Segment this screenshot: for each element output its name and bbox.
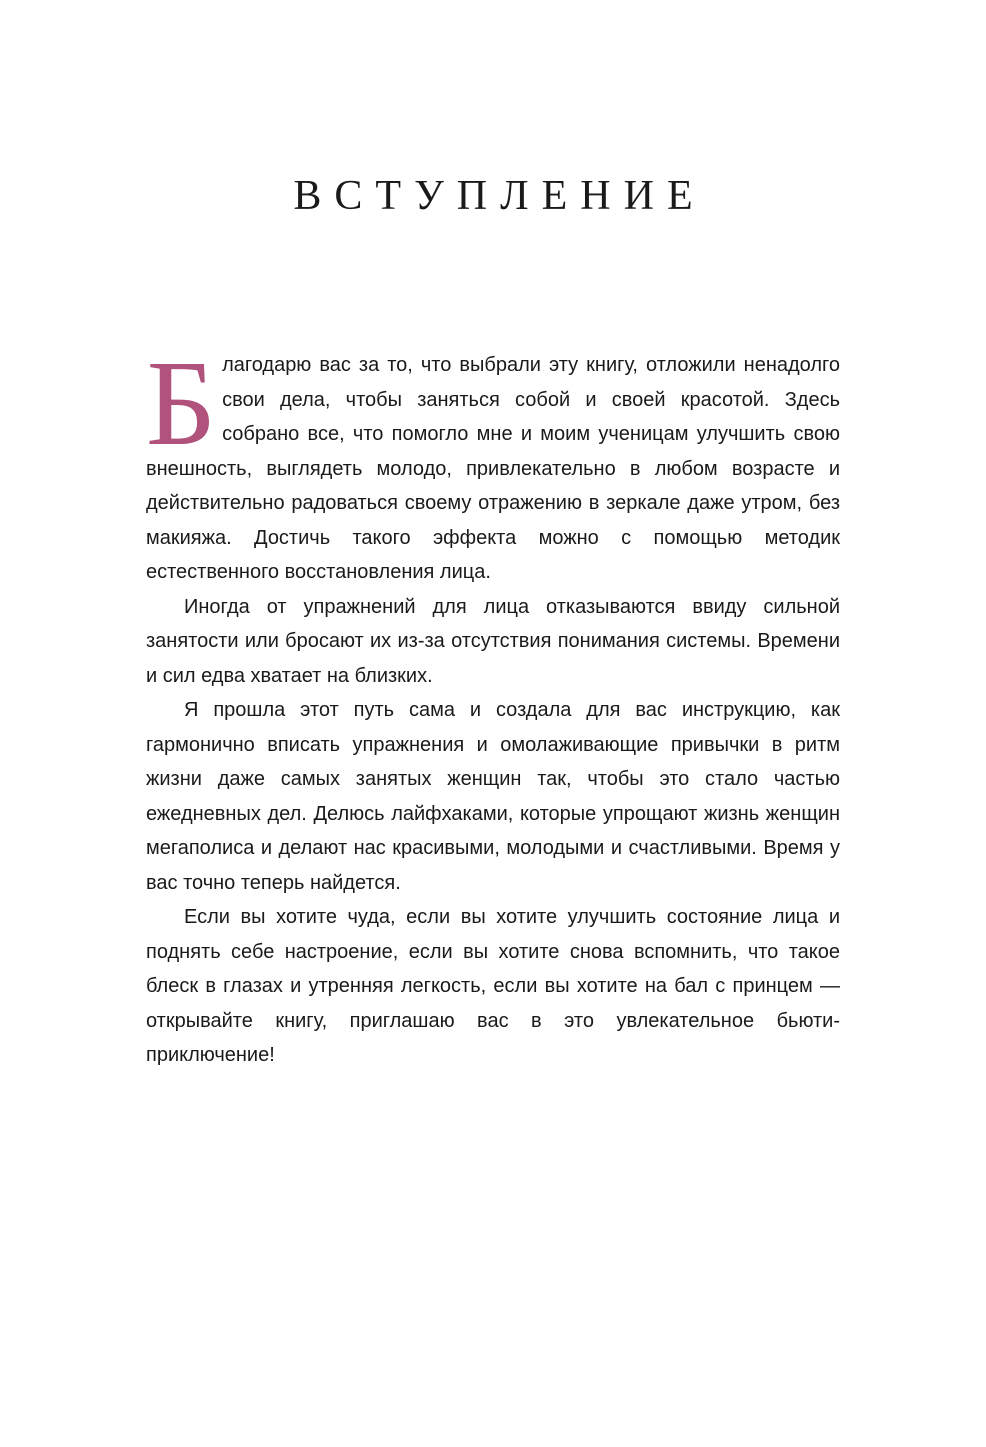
- paragraph-4: Если вы хотите чуда, если вы хотите улучшить состояние лица и поднять себе настроение, если вы хотите снова вспомнить, что такое блеск в глазах и утренняя легкость, если вы хотите на бал с принцем — открывайте книгу, приглашаю вас в это увлекательное бьюти-приключение!: [146, 906, 840, 1066]
- paragraph-2: Иногда от упражнений для лица отказываются ввиду сильной занятости или бросают их из-за отсутствия понимания системы. Времени и сил едва хватает на близких.: [146, 595, 840, 687]
- paragraph-3: Я прошла этот путь сама и создала для вас инструкцию, как гармонично вписать упражнения и омолаживающие привычки в ритм жизни даже самых занятых женщин так, чтобы это стало частью ежедневных дел. Делюсь лайфхаками, которые упрощают жизнь женщин мегаполиса и делают нас красивыми, молодыми и счастливыми. Время у вас точно теперь найдется.: [146, 699, 840, 894]
- paragraph-intro-text: лагодарю вас за то, что выбрали эту книгу, отложили ненадолго свои дела, чтобы заняться собой и своей красотой. Здесь собрано все, что помогло мне и моим ученицам улучшить свою внешность, выглядеть молодо, привлекательно в любом возрасте и действительно радоваться своему отражению в зеркале даже утром, без макияжа. Достичь такого эффекта можно с помощью методик естественного восстановления лица.: [146, 354, 840, 583]
- paragraph-intro: [146, 336, 840, 590]
- chapter-title: ВСТУПЛЕНИЕ: [293, 173, 706, 219]
- drop-cap-letter: Б: [146, 336, 217, 471]
- body-text: [146, 336, 840, 1073]
